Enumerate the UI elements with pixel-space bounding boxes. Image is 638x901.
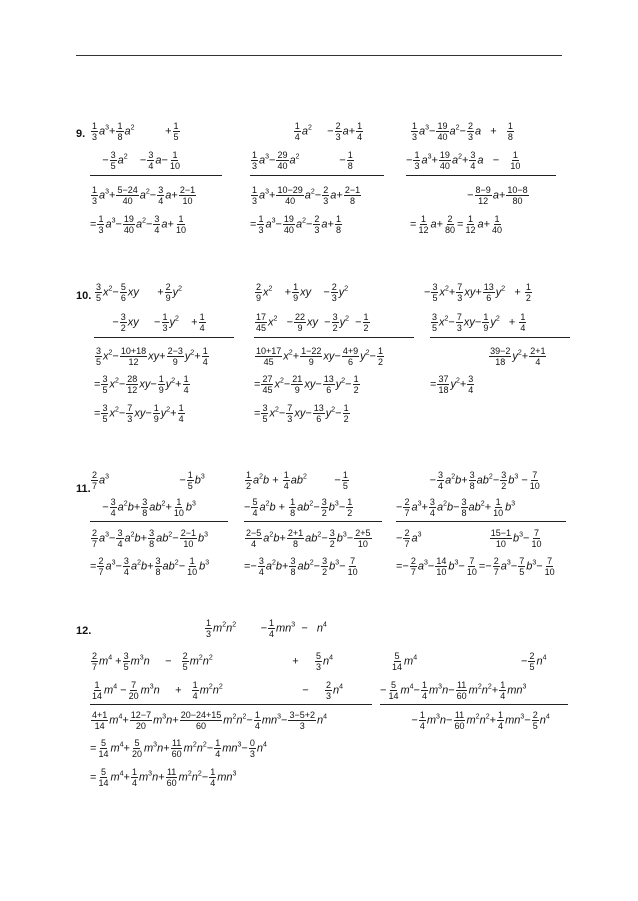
p9-c3-sum-line [406, 175, 556, 176]
p11-c3-line4: =− $\frac{2}{7}$ $a^3-$ $\frac{14}{10}$ $b^3-$ $\frac{7}{10}$ =− $\frac{2}{7}$ $a^3-$ $\frac{7}{5}$ $b^3-$ $\frac{7}{10}$ [396, 556, 555, 577]
p12-top-line: $\frac{1}{3}$ $m^2n^2$ − $\frac{1}{4}$ $mn^3 - n^4$ [206, 618, 327, 639]
p11-c1-line4: = $\frac{2}{7}$ $a^3-$ $\frac{3}{4}$ $a^2b+$ $\frac{3}{8}$ $ab^2-$ $\frac{1}{10}$ $b^3$ [90, 556, 210, 577]
p11-c2-line3: $\frac{2-5}{4}$ $a^2b+$ $\frac{2+1}{8}$ $ab^2-$ $\frac{3}{2}$ $b^3-$ $\frac{2+5}{10}$ [246, 528, 371, 549]
p11-c2-sum-line [244, 521, 382, 522]
p9-c1-line4: = $\frac{1}{3}$ $a^3-$ $\frac{19}{40}$ $a^2-$ $\frac{3}{4}$ a+ $\frac{1}{10}$ [90, 214, 186, 235]
p10-c3-line4: = $\frac{37}{18}$ $y^2+$ $\frac{3}{4}$ [430, 374, 474, 395]
p12-c1-line4: = $\frac{5}{14}$ $m^4+$ $\frac{5}{20}$ $m^3n+$ $\frac{11}{60}$ $m^2n^2-$ $\frac{1}{4}$ $mn^3-$ $\frac{0}{3}$ $n^4$ [90, 738, 267, 759]
problem-number-11: 11. [76, 483, 91, 495]
p9-c2-sum-line [250, 175, 384, 176]
p12-c2-line2: − $\frac{5}{14}$ $m^4-$ $\frac{1}{4}$ $m^3n-$ $\frac{11}{60}$ $m^2n^2+$ $\frac{1}{4}$ $mn^3$ [380, 680, 527, 701]
p11-c3-sum-line [396, 521, 566, 522]
p12-c2-sum-line [380, 704, 568, 705]
p9-c2-line1: $\frac{1}{4}$ $a^2$ − $\frac{2}{3}$ a+ $\frac{1}{4}$ [294, 121, 363, 142]
p11-c3-line1: − $\frac{3}{4}$ $a^2b+$ $\frac{3}{8}$ $ab^2-$ $\frac{3}{2}$ $b^3$ − $\frac{7}{10}$ [396, 470, 540, 491]
p10-c1-line3: $\frac{3}{5}$ $x^2-$ $\frac{10+18}{12}$ xy+ $\frac{2-3}{9}$ $y^2+$ $\frac{1}{4}$ [96, 346, 208, 367]
p10-c1-line5: = $\frac{3}{5}$ $x^2-$ $\frac{7}{3}$ xy− $\frac{1}{9}$ $y^2+$ $\frac{1}{4}$ [94, 403, 184, 424]
p11-c3-line2: − $\frac{2}{7}$ $a^3+$ $\frac{3}{4}$ $a^2b-$ $\frac{3}{8}$ $ab^2+$ $\frac{1}{10}$ $b^3$ [396, 497, 516, 518]
p9-c2-line4: = $\frac{1}{3}$ $a^3-$ $\frac{19}{40}$ $a^2-$ $\frac{2}{3}$ a+ $\frac{1}{8}$ [250, 214, 341, 235]
p9-c2-line2: $\frac{1}{3}$ $a^3-$ $\frac{29}{40}$ $a^2$ − $\frac{1}{8}$ [252, 150, 353, 171]
p10-c2-line4: = $\frac{27}{45}$ $x^2-$ $\frac{21}{9}$ xy− $\frac{13}{6}$ $y^2-$ $\frac{1}{2}$ [254, 374, 359, 395]
p10-c2-line3: $\frac{10+17}{45}$ $x^2+$ $\frac{1-22}{9}$ xy− $\frac{4+9}{6}$ $y^2-$ $\frac{1}{2}$ [256, 346, 383, 367]
p10-c3-line1: − $\frac{3}{5}$ $x^2+$ $\frac{7}{3}$ xy+ $\frac{13}{6}$ $y^2$ + $\frac{1}{2}$ [424, 282, 531, 303]
p10-c1-line2: − $\frac{3}{2}$ xy − $\frac{1}{3}$ $y^2$ + $\frac{1}{4}$ [94, 312, 205, 333]
p11-c3-line3: − $\frac{2}{7}$ $a^3$ $\frac{15-1}{10}$ $b^3-$ $\frac{7}{10}$ [396, 528, 542, 549]
p11-c2-line4: =− $\frac{3}{4}$ $a^2b+$ $\frac{3}{8}$ $ab^2-$ $\frac{3}{2}$ $b^3-$ $\frac{7}{10}$ [244, 556, 358, 577]
p11-c1-line3: $\frac{2}{7}$ $a^3-$ $\frac{3}{4}$ $a^2b+$ $\frac{3}{8}$ $ab^2-$ $\frac{2-1}{10}$ $b^3$ [92, 528, 209, 549]
p11-c1-sum-line [90, 521, 228, 522]
header-rule [76, 55, 562, 56]
p9-c1-line1: $\frac{1}{3}$ $a^3+$ $\frac{1}{8}$ $a^2$ + $\frac{1}{5}$ [92, 121, 179, 142]
p10-c2-sum-line [254, 337, 414, 338]
p9-c3-line4: = $\frac{1}{12}$ a+ $\frac{2}{80}$ = $\frac{1}{12}$ a+ $\frac{1}{40}$ [410, 214, 503, 235]
p10-c3-sum-line [430, 337, 570, 338]
p9-c3-line3: − $\frac{8-9}{12}$ a+ $\frac{10-8}{80}$ [406, 185, 528, 206]
p12-c1-line2: $\frac{1}{14}$ $m^4$ − $\frac{7}{20}$ $m^3n$ + $\frac{1}{4}$ $m^2n^2$ − $\frac{2}{3}$ $n^4$ [92, 680, 344, 701]
p10-c1-line1: $\frac{3}{5}$ $x^2-$ $\frac{5}{6}$ xy + $\frac{2}{9}$ $y^2$ [96, 282, 183, 303]
p11-c1-line1: $\frac{2}{7}$ $a^3$ − $\frac{1}{5}$ $b^3$ [92, 470, 205, 491]
p10-c2-line5: = $\frac{3}{5}$ $x^2-$ $\frac{7}{3}$ xy− $\frac{13}{6}$ $y^2-$ $\frac{1}{2}$ [254, 403, 349, 424]
p12-c1-line3: $\frac{4+1}{14}$ $m^4+$ $\frac{12-7}{20}$ $m^3n+$ $\frac{20-24+15}{60}$ $m^2n^2-$ $\frac{1}{4}$ $mn^3-$ $\frac{3-5+2}{3}$ $n^4$ [92, 710, 328, 731]
p9-c1-line3: $\frac{1}{3}$ $a^3+$ $\frac{5-24}{40}$ $a^2-$ $\frac{3}{4}$ a+ $\frac{2-1}{10}$ [92, 185, 196, 206]
p10-c3-line2: $\frac{3}{5}$ $x^2-$ $\frac{7}{3}$ xy− $\frac{1}{9}$ $y^2$ + $\frac{1}{4}$ [432, 312, 526, 333]
problem-number-9: 9. [76, 128, 86, 140]
p12-c1-line1: $\frac{2}{7}$ $m^4$ + $\frac{3}{5}$ $m^3n$ − $\frac{2}{5}$ $m^2n^2$ + $\frac{5}{3}$ $n^4$ [92, 651, 334, 672]
p11-c2-line2: − $\frac{5}{4}$ $a^2b$ + $\frac{1}{8}$ $ab^2-$ $\frac{3}{2}$ $b^3-$ $\frac{1}{2}$ [244, 497, 353, 518]
p12-c1-line5: = $\frac{5}{14}$ $m^4+$ $\frac{1}{4}$ $m^3n+$ $\frac{11}{60}$ $m^2n^2-$ $\frac{1}{4}$ $mn^3$ [90, 767, 237, 788]
p9-c3-line1: $\frac{1}{3}$ $a^3-$ $\frac{19}{40}$ $a^2-$ $\frac{2}{3}$ a + $\frac{1}{8}$ [412, 121, 513, 142]
p10-c2-line2: $\frac{17}{45}$ $x^2$ − $\frac{22}{9}$ xy − $\frac{3}{2}$ $y^2$ − $\frac{1}{2}$ [256, 312, 369, 333]
problem-number-10: 10. [76, 290, 92, 302]
p12-c2-line1: $\frac{5}{14}$ $m^4$ − $\frac{2}{5}$ $n^4$ [392, 651, 547, 672]
p10-c3-line3: $\frac{39-2}{18}$ $y^2+$ $\frac{2+1}{4}$ [490, 346, 546, 367]
p11-c2-line1: $\frac{1}{2}$ $a^2b$ + $\frac{1}{4}$ $ab^2$ − $\frac{1}{5}$ [246, 470, 348, 491]
p10-c1-line4: = $\frac{3}{5}$ $x^2-$ $\frac{28}{12}$ xy− $\frac{1}{9}$ $y^2+$ $\frac{1}{4}$ [94, 374, 189, 395]
p9-c1-sum-line [90, 175, 222, 176]
problem-number-12: 12. [76, 625, 92, 637]
p10-c2-line1: $\frac{2}{9}$ $x^2$ + $\frac{1}{9}$ xy − $\frac{2}{3}$ $y^2$ [256, 282, 349, 303]
p10-c1-sum-line [94, 337, 234, 338]
p9-c3-line2: − $\frac{1}{3}$ $a^3+$ $\frac{19}{40}$ $a^2+$ $\frac{3}{4}$ a − $\frac{1}{10}$ [406, 150, 521, 171]
p11-c1-line2: − $\frac{3}{4}$ $a^2b+$ $\frac{3}{8}$ $ab^2+$ $\frac{1}{10}$ $b^3$ [90, 497, 196, 518]
p9-c1-line2: − $\frac{3}{5}$ $a^2$ − $\frac{3}{4}$ a− $\frac{1}{10}$ [90, 150, 180, 171]
p12-c1-sum-line [90, 704, 372, 705]
p12-c2-line3: − $\frac{1}{4}$ $m^3n-$ $\frac{11}{60}$ $m^2n^2+$ $\frac{1}{4}$ $mn^3-$ $\frac{2}{5}$ $n^4$ [390, 710, 550, 731]
p9-c2-line3: $\frac{1}{3}$ $a^3+$ $\frac{10-29}{40}$ $a^2-$ $\frac{2}{3}$ a+ $\frac{2-1}{8}$ [252, 185, 361, 206]
